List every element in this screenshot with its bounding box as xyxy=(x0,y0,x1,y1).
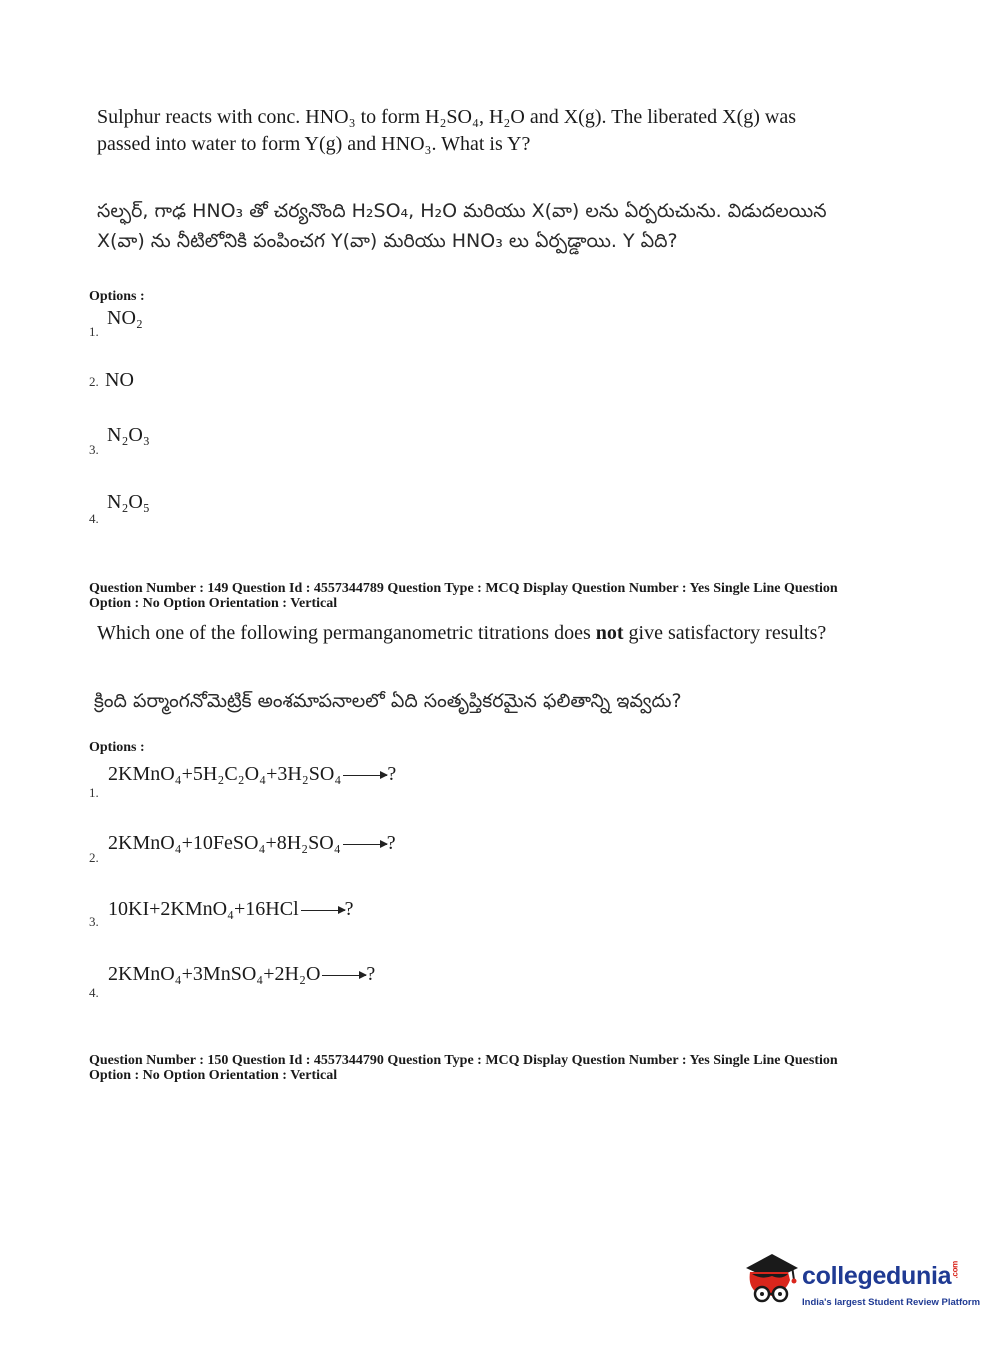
question-text-te xyxy=(97,196,937,256)
option-tail: ? xyxy=(387,763,397,785)
option-number: 4. xyxy=(89,985,99,1000)
logo-tagline: India's largest Student Review Platform xyxy=(802,1297,981,1308)
option-tail: ? xyxy=(344,898,354,920)
meta-line: Question Number : 149 Question Id : 4557344789 Question Type : MCQ Display Question Number : Yes Single Line Question xyxy=(89,581,838,596)
option-value: 2KMnO₄+10FeSO₄+8H₂SO₄ xyxy=(108,832,341,854)
question-meta xyxy=(89,1053,969,1083)
option-value: NO₂ xyxy=(107,307,143,329)
question-text-te xyxy=(94,686,934,716)
question-text-en xyxy=(97,620,917,647)
reaction-arrow-icon xyxy=(301,910,345,911)
reaction-arrow-icon xyxy=(343,775,387,776)
option-value: NO xyxy=(105,369,134,391)
option-number: 3. xyxy=(89,442,99,457)
question-line: సల్ఫర్, గాఢ HNO₃ తో చర్యనొంది H₂SO₄, H₂O మరియు X(వా) లను ఏర్పరుచును. విడుదలయిన xyxy=(97,200,827,222)
question-meta xyxy=(89,581,969,611)
option-tail: ? xyxy=(386,832,396,854)
logo-brand: collegedunia xyxy=(802,1262,952,1290)
option-number: 1. xyxy=(89,324,99,339)
collegedunia-logo xyxy=(742,1250,981,1320)
option-tail: ? xyxy=(366,963,376,985)
question-line: passed into water to form Y(g) and HNO₃. What is Y? xyxy=(97,133,531,155)
options-label: Options : xyxy=(89,740,145,755)
option-number: 3. xyxy=(89,914,99,929)
question-text-part: Which one of the following permanganometric titrations does xyxy=(97,622,596,644)
meta-line: Option : No Option Orientation : Vertical xyxy=(89,1068,338,1083)
question-line: X(వా) ను నీటిలోనికి పంపించగ Y(వా) మరియు HNO₃ లు ఏర్పడ్డాయి. Y ఏది? xyxy=(97,230,678,252)
question-text-en xyxy=(97,104,917,158)
reaction-arrow-icon xyxy=(322,975,366,976)
option-value: N₂O₅ xyxy=(107,491,150,513)
option-number: 4. xyxy=(89,511,99,526)
option-value: N₂O₃ xyxy=(107,424,150,446)
option-value: 2KMnO₄+5H₂C₂O₄+3H₂SO₄ xyxy=(108,763,342,785)
reaction-arrow-icon xyxy=(343,844,387,845)
question-line: Sulphur reacts with conc. HNO₃ to form H₂SO₄, H₂O and X(g). The liberated X(g) was xyxy=(97,106,797,128)
question-text-part: give satisfactory results? xyxy=(623,622,827,644)
meta-line: Question Number : 150 Question Id : 4557344790 Question Type : MCQ Display Question Number : Yes Single Line Question xyxy=(89,1053,838,1068)
meta-line: Option : No Option Orientation : Vertical xyxy=(89,596,338,611)
question-line: క్రింది పర్మాంగనోమెట్రిక్ అంశమాపనాలలో ఏది సంతృప్తికరమైన ఫలితాన్ని ఇవ్వదు? xyxy=(94,690,682,712)
option-number: 1. xyxy=(89,785,99,800)
mascot-icon xyxy=(742,1250,802,1312)
option-number: 2. xyxy=(89,374,99,389)
option-value: 2KMnO₄+3MnSO₄+2H₂O xyxy=(108,963,321,985)
option-number: 2. xyxy=(89,850,99,865)
logo-dotcom: .com xyxy=(950,1261,960,1279)
options-label: Options : xyxy=(89,289,145,304)
question-emphasis: not xyxy=(595,622,624,644)
option-value: 10KI+2KMnO₄+16HCl xyxy=(108,898,299,920)
